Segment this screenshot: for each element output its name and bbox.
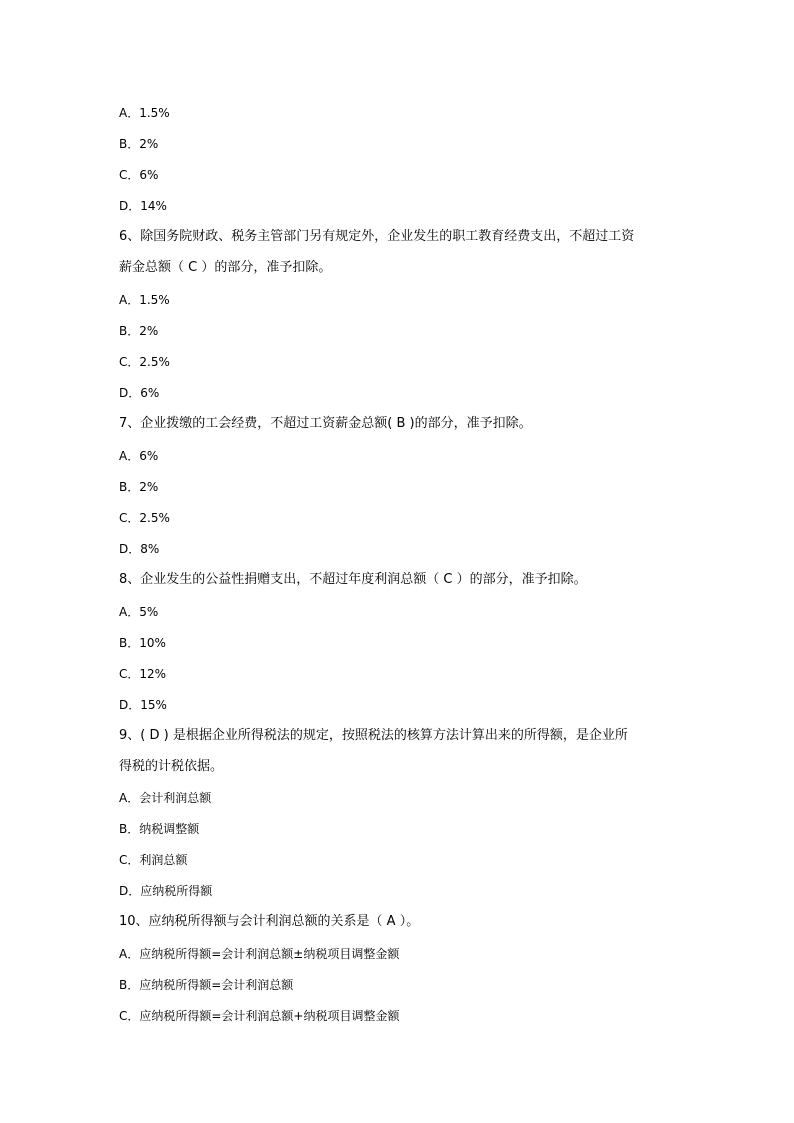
question-6-continued: 薪金总额（ C ）的部分，准予扣除。 [119,260,332,275]
question-10: 10、应纳税所得额与会计利润总额的关系是（ A ）。 [119,914,420,929]
option-c: C．12% [119,667,167,681]
option-d: D．8% [119,542,160,556]
option-b: B．2% [119,480,159,494]
option-d: D．6% [119,386,160,400]
question-9: 9、( D ) 是根据企业所得税法的规定，按照税法的核算方法计算出来的所得额，是企业所 [119,728,628,743]
option-a: A．1.5% [119,293,170,307]
option-c: C．利润总额 [119,853,188,867]
option-a: A．会计利润总额 [119,791,212,805]
option-b: B．10% [119,636,166,650]
option-b: B．应纳税所得额=会计利润总额 [119,978,294,992]
option-c: C．2.5% [119,511,170,525]
option-d: D．14% [119,199,167,213]
option-b: B．2% [119,324,159,338]
option-d: D．15% [119,698,167,712]
question-6: 6、除国务院财政、税务主管部门另有规定外，企业发生的职工教育经费支出，不超过工资 [119,229,635,244]
option-c: C．2.5% [119,355,170,369]
option-a: A．1.5% [119,106,170,120]
option-c: C．应纳税所得额=会计利润总额+纳税项目调整金额 [119,1009,400,1023]
option-a: A．5% [119,605,159,619]
question-8: 8、企业发生的公益性捐赠支出，不超过年度利润总额（ C ）的部分，准予扣除。 [119,572,587,587]
option-c: C．6% [119,168,159,182]
option-d: D．应纳税所得额 [119,884,213,898]
option-a: A．应纳税所得额=会计利润总额±纳税项目调整金额 [119,947,400,961]
option-b: B．2% [119,137,159,151]
option-a: A．6% [119,449,159,463]
question-7: 7、企业拨缴的工会经费，不超过工资薪金总额( B )的部分，准予扣除。 [119,416,532,431]
question-9-continued: 得税的计税依据。 [119,759,224,774]
option-b: B．纳税调整额 [119,822,200,836]
